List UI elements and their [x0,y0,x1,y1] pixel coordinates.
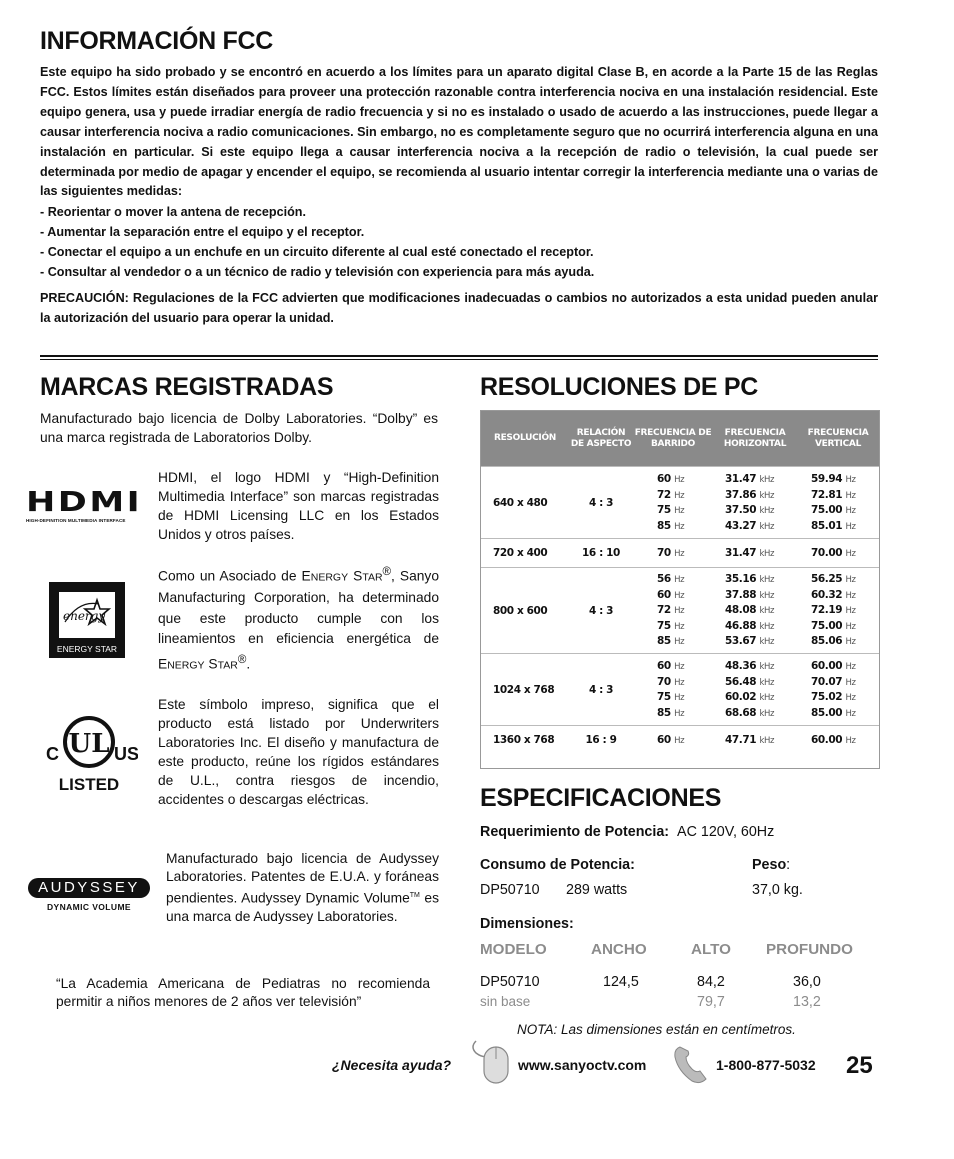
scan-frequency-unit: Hz [674,693,685,703]
horizontal-frequency-value [725,619,774,635]
scan-frequency-value [657,690,684,706]
vertical-frequency-unit: Hz [845,506,856,516]
scan-frequency-unit: Hz [674,662,685,672]
header-vertical: FRECUENCIA VERTICAL [807,427,869,449]
scan-frequency-value [657,588,684,604]
dim-height-without-stand: 79,7 [697,994,725,1010]
scan-frequency-unit: Hz [674,521,685,532]
scan-frequency-number: 85 [657,635,671,647]
vertical-frequency-value [811,706,856,722]
dim-width: 124,5 [603,974,639,990]
resolution-table [480,410,880,769]
registered-mark: ® [382,566,392,578]
horizontal-frequency-number: 56.48 [725,675,757,688]
note-label: NOTA [517,1022,554,1037]
dimensions-note [517,1020,796,1040]
energy-star-script: energy [63,609,106,623]
audyssey-logo-sub: DYNAMIC VOLUME [47,902,131,912]
horizontal-frequency-number: 31.47 [725,546,757,559]
especificaciones-title: ESPECIFICACIONES [480,784,722,812]
fcc-warning-text: : Regulaciones de la FCC advierten que modificaciones inadecuadas o cambios no autorizados a esta unidad pueden anular la autorización del usuario para operar la unidad. [40,291,878,326]
resolution-table-header [481,411,879,466]
consumption-value: 289 watts [566,882,628,898]
vertical-frequency-value [811,675,856,691]
horizontal-frequency-unit: kHz [759,606,775,616]
help-question: ¿Necesita ayuda? [332,1057,452,1073]
svg-text:UL: UL [68,729,110,759]
horizontal-frequency-column [725,568,774,655]
resolution-row [481,538,879,568]
dim-header-ancho: ANCHO [591,941,647,958]
horizontal-frequency-column [725,654,774,726]
horizontal-frequency-value [725,675,774,691]
scan-frequency-unit: Hz [674,490,685,501]
vertical-frequency-unit: Hz [845,475,856,485]
horizontal-frequency-unit: kHz [759,590,775,601]
marcas-title: MARCAS REGISTRADAS [40,373,334,401]
horizontal-frequency-unit: kHz [759,475,775,485]
horizontal-frequency-number: 60.02 [725,691,757,703]
vertical-frequency-number: 59.94 [811,473,843,485]
horizontal-frequency-value [725,733,774,749]
vertical-frequency-value [811,659,856,675]
horizontal-frequency-value [725,659,774,675]
page-number: 25 [846,1052,873,1079]
consumption-label: Consumo de Potencia: [480,857,635,873]
dim-header-profundo: PROFUNDO [766,941,853,958]
header-relacion: RELACIÓN DE ASPECTO [570,427,632,449]
header-barrido: FRECUENCIA DE BARRIDO [634,427,712,449]
scan-frequency-value [657,546,684,562]
horizontal-frequency-unit: kHz [759,621,775,632]
audyssey-text-part: es una marca de Audyssey Laboratories. [166,890,439,924]
horizontal-frequency-unit: kHz [759,662,775,672]
horizontal-frequency-value [725,472,774,488]
scan-frequency-unit: Hz [674,621,685,632]
horizontal-frequency-unit: kHz [759,735,775,746]
horizontal-frequency-column [725,539,774,568]
scan-frequency-value [657,488,684,504]
scan-frequency-number: 60 [657,733,671,746]
scan-frequency-number: 60 [657,473,671,485]
scan-frequency-number: 75 [657,504,671,516]
vertical-frequency-value [811,634,856,650]
horizontal-frequency-value [725,503,774,519]
power-requirement-label: Requerimiento de Potencia: [480,824,670,840]
vertical-frequency-value [811,503,856,519]
registered-mark: ® [237,653,247,666]
phone-icon [672,1043,712,1085]
vertical-frequency-unit: Hz [845,575,856,585]
horizontal-frequency-number: 37.50 [725,504,757,516]
power-requirement [480,822,774,842]
hdmi-logo-mark: HDMI [26,485,143,518]
scan-frequency-unit: Hz [674,637,685,647]
scan-frequency-column [657,654,684,726]
vertical-frequency-column [811,726,856,755]
scan-frequency-value [657,659,684,675]
section-divider [40,359,878,360]
resolution-row [481,653,879,726]
vertical-frequency-value [811,488,856,504]
dim-model: DP50710 [480,974,540,990]
scan-frequency-number: 75 [657,619,671,632]
energy-text-part: TAR [362,571,383,584]
scan-frequency-column [657,467,684,539]
resolution-row [481,567,879,655]
mouse-icon [470,1037,512,1085]
scan-frequency-value [657,519,684,535]
scan-frequency-value [657,634,684,650]
weight-label-colon: : [786,857,791,873]
resolution-cell: 800 x 600 [493,604,548,617]
vertical-frequency-value [811,619,856,635]
scan-frequency-unit: Hz [674,475,685,485]
vertical-frequency-column [811,539,856,568]
horizontal-frequency-column [725,726,774,755]
aspect-cell: 4 : 3 [588,684,614,696]
aspect-cell: 4 : 3 [588,604,614,617]
vertical-frequency-unit: Hz [845,708,856,719]
vertical-frequency-unit: Hz [845,590,856,601]
fcc-warning [40,289,878,329]
vertical-frequency-number: 56.25 [811,573,843,585]
dim-height: 84,2 [697,974,725,990]
horizontal-frequency-value [725,519,774,535]
vertical-frequency-value [811,572,856,588]
vertical-frequency-number: 85.06 [811,635,843,647]
vertical-frequency-unit: Hz [845,521,856,532]
energy-star-logo [49,582,125,658]
energy-text-part: Como un Asociado de E [158,568,311,584]
horizontal-frequency-number: 37.86 [725,488,757,501]
hdmi-logo-sub: HIGH-DEFINITION MULTIMEDIA INTERFACE [26,518,126,523]
vertical-frequency-unit: Hz [845,606,856,616]
horizontal-frequency-number: 37.88 [725,588,757,601]
fcc-title: INFORMACIÓN FCC [40,27,273,55]
horizontal-frequency-number: 46.88 [725,619,757,632]
weight-label-text: Peso [752,857,787,873]
vertical-frequency-number: 72.19 [811,604,843,616]
resolution-cell: 640 x 480 [493,497,548,509]
ul-icon [40,712,138,794]
vertical-frequency-number: 75.00 [811,619,843,632]
horizontal-frequency-unit: kHz [759,575,775,585]
vertical-frequency-unit: Hz [845,490,856,501]
trademark-mark: TM [409,891,420,899]
aspect-cell: 16 : 10 [582,547,620,560]
energy-text-part: . [246,656,251,672]
note-text: : Las dimensiones están en centímetros. [553,1022,796,1037]
scan-frequency-number: 72 [657,488,671,501]
horizontal-frequency-value [725,588,774,604]
horizontal-frequency-value [725,546,774,562]
dimensions-label: Dimensiones: [480,916,574,932]
fcc-paragraph: Este equipo ha sido probado y se encontró en acuerdo a los límites para un aparato digital Clase B, en acorde a la Parte 15 de las Reglas FCC. Estos límites están diseñados para proveer una protección razonable contra interferencia nociva en una instalación residencial. Este equipo genera, usa y puede irradiar energía de radio frecuencia y si no es instalado o usado de acuerdo a las instrucciones, puede llegar a causar interferencia nociva a radio comunicaciones. Sin embargo, no es completamente seguro que no ocurrirá interferencia alguna en una instalación en particular. Si este equipo llega a causar interferencia nociva a la recepción de radio o televisión, la cual puede ser determinada por medio de apagar y encender el equipo, se recomienda al usuario intentar corregir la interferencia mediante una o varias de las siguientes medidas: [40,65,878,199]
horizontal-frequency-number: 35.16 [725,573,757,585]
ul-c-mark: C [46,744,59,764]
energy-text-part: , Sanyo Manufacturing Corporation, ha determinado que este producto cumple con los lineamientos en eficiencia energética de E [158,568,439,672]
scan-frequency-value [657,472,684,488]
energy-star-text [158,562,439,676]
scan-frequency-value [657,733,684,749]
vertical-frequency-number: 72.81 [811,488,843,501]
dim-depth-without-stand: 13,2 [793,994,821,1010]
horizontal-frequency-number: 53.67 [725,635,757,647]
vertical-frequency-value [811,690,856,706]
scan-frequency-number: 70 [657,546,671,559]
scan-frequency-value [657,572,684,588]
horizontal-frequency-unit: kHz [759,677,775,688]
energy-text-part: S [204,656,218,672]
header-horizontal: FRECUENCIA HORIZONTAL [723,427,787,449]
scan-frequency-unit: Hz [674,708,685,719]
hdmi-text: HDMI, el logo HDMI y “High-Definition Multimedia Interface” son marcas registradas de HDMI Licensing LLC en los Estados Unidos y otros países. [158,470,439,542]
vertical-frequency-unit: Hz [845,637,856,647]
horizontal-frequency-unit: kHz [759,490,775,501]
scan-frequency-column [657,726,684,755]
scan-frequency-number: 85 [657,706,671,719]
vertical-frequency-number: 60.00 [811,660,843,672]
vertical-frequency-unit: Hz [845,621,856,632]
vertical-frequency-number: 70.07 [811,675,843,688]
dolby-text: Manufacturado bajo licencia de Dolby Laboratories. “Dolby” es una marca registrada de Laboratorios Dolby. [40,411,438,445]
scan-frequency-column [657,568,684,655]
dim-header-alto: ALTO [691,941,731,958]
resolution-cell: 720 x 400 [493,547,548,560]
pediatrics-quote: “La Academia Americana de Pediatras no recomienda permitir a niños menores de 2 años ver televisión” [56,976,430,1010]
scan-frequency-value [657,619,684,635]
resolution-row [481,466,879,539]
fcc-body [40,63,878,329]
scan-frequency-unit: Hz [674,575,685,585]
vertical-frequency-value [811,603,856,619]
power-requirement-value: AC 120V, 60Hz [677,824,775,840]
horizontal-frequency-value [725,690,774,706]
audyssey-logo [28,878,150,918]
horizontal-frequency-column [725,467,774,539]
ul-us-mark: US [114,744,138,764]
fcc-bullet: - Aumentar la separación entre el equipo y el receptor. [40,225,365,240]
audyssey-text-part: Manufacturado bajo licencia de Audyssey Laboratories. Patentes de E.U.A. y foráneas pendientes. Audyssey Dynamic Volume [166,851,439,906]
scan-frequency-number: 72 [657,604,671,616]
vertical-frequency-unit: Hz [845,677,856,688]
vertical-frequency-value [811,588,856,604]
section-divider [40,355,878,357]
scan-frequency-number: 70 [657,675,671,688]
horizontal-frequency-number: 48.36 [725,660,757,672]
dim-depth: 36,0 [793,974,821,990]
vertical-frequency-value [811,546,856,562]
horizontal-frequency-number: 43.27 [725,519,757,532]
scan-frequency-value [657,706,684,722]
aspect-cell: 4 : 3 [588,497,614,509]
vertical-frequency-value [811,472,856,488]
ul-text: Este símbolo impreso, significa que el producto está listado por Underwriters Laboratories Inc. El diseño y manufactura de este producto, reúne los rígidos estándares de U.L., contra riesgos de incendio, accidentes o descargas eléctricas. [158,697,439,807]
energy-text-part: NERGY [310,571,349,584]
horizontal-frequency-unit: kHz [759,637,775,647]
fcc-bullet: - Consultar al vendedor o a un técnico de radio y televisión con experiencia para más ayuda. [40,265,595,280]
vertical-frequency-value [811,733,856,749]
vertical-frequency-column [811,568,856,655]
scan-frequency-column [657,539,684,568]
ul-listed-label: LISTED [58,775,120,794]
horizontal-frequency-unit: kHz [759,506,775,516]
scan-frequency-unit: Hz [674,506,685,516]
scan-frequency-number: 85 [657,519,671,532]
horizontal-frequency-unit: kHz [759,693,775,703]
audyssey-logo-mark: AUDYSSEY [28,878,150,898]
scan-frequency-number: 56 [657,573,671,585]
horizontal-frequency-value [725,634,774,650]
horizontal-frequency-number: 68.68 [725,706,757,719]
scan-frequency-number: 60 [657,660,671,672]
energy-star-icon [49,582,125,658]
vertical-frequency-number: 75.00 [811,504,843,516]
fcc-bullet: - Conectar el equipo a un enchufe en un circuito diferente al cual esté conectado el receptor. [40,245,594,260]
scan-frequency-value [657,675,684,691]
vertical-frequency-number: 60.32 [811,588,843,601]
scan-frequency-unit: Hz [674,735,685,746]
resolution-row [481,725,879,755]
vertical-frequency-value [811,519,856,535]
horizontal-frequency-value [725,603,774,619]
vertical-frequency-number: 70.00 [811,546,843,559]
phone-number: 1-800-877-5032 [716,1057,816,1073]
energy-star-label: ENERGY STAR [56,644,118,654]
aspect-cell: 16 : 9 [585,734,617,747]
horizontal-frequency-unit: kHz [759,548,775,559]
resoluciones-title: RESOLUCIONES DE PC [480,373,758,401]
horizontal-frequency-value [725,572,774,588]
scan-frequency-number: 60 [657,588,671,601]
horizontal-frequency-number: 31.47 [725,473,757,485]
dim-header-modelo: MODELO [480,941,547,958]
ul-listed-logo [40,712,138,794]
horizontal-frequency-value [725,488,774,504]
vertical-frequency-unit: Hz [845,662,856,672]
vertical-frequency-column [811,467,856,539]
energy-text-part: S [348,568,363,584]
energy-text-part: NERGY [167,659,205,672]
resolution-cell: 1360 x 768 [493,734,555,747]
energy-text-part: TAR [217,659,238,672]
scan-frequency-unit: Hz [674,590,685,601]
horizontal-frequency-unit: kHz [759,521,775,532]
vertical-frequency-unit: Hz [845,693,856,703]
vertical-frequency-unit: Hz [845,735,856,746]
horizontal-frequency-number: 47.71 [725,733,757,746]
vertical-frequency-number: 75.02 [811,691,843,703]
fcc-bullet: - Reorientar o mover la antena de recepción. [40,205,306,220]
scan-frequency-value [657,503,684,519]
scan-frequency-value [657,603,684,619]
scan-frequency-number: 75 [657,691,671,703]
website-link[interactable]: www.sanyoctv.com [518,1057,647,1073]
hdmi-logo [26,485,143,524]
fcc-bullets [40,202,878,282]
vertical-frequency-column [811,654,856,726]
weight-label [752,855,790,875]
vertical-frequency-unit: Hz [845,548,856,559]
vertical-frequency-number: 60.00 [811,733,843,746]
scan-frequency-unit: Hz [674,548,685,559]
horizontal-frequency-unit: kHz [759,708,775,719]
weight-value: 37,0 kg. [752,882,803,898]
vertical-frequency-number: 85.00 [811,706,843,719]
vertical-frequency-number: 85.01 [811,519,843,532]
scan-frequency-unit: Hz [674,606,685,616]
resolution-cell: 1024 x 768 [493,684,555,696]
audyssey-text [166,850,439,926]
scan-frequency-unit: Hz [674,677,685,688]
consumption-model: DP50710 [480,882,540,898]
dim-without-stand: sin base [480,994,531,1009]
fcc-warning-label: PRECAUCIÓN [40,291,125,306]
horizontal-frequency-value [725,706,774,722]
horizontal-frequency-number: 48.08 [725,604,757,616]
header-resolucion: RESOLUCIÓN [493,433,557,443]
